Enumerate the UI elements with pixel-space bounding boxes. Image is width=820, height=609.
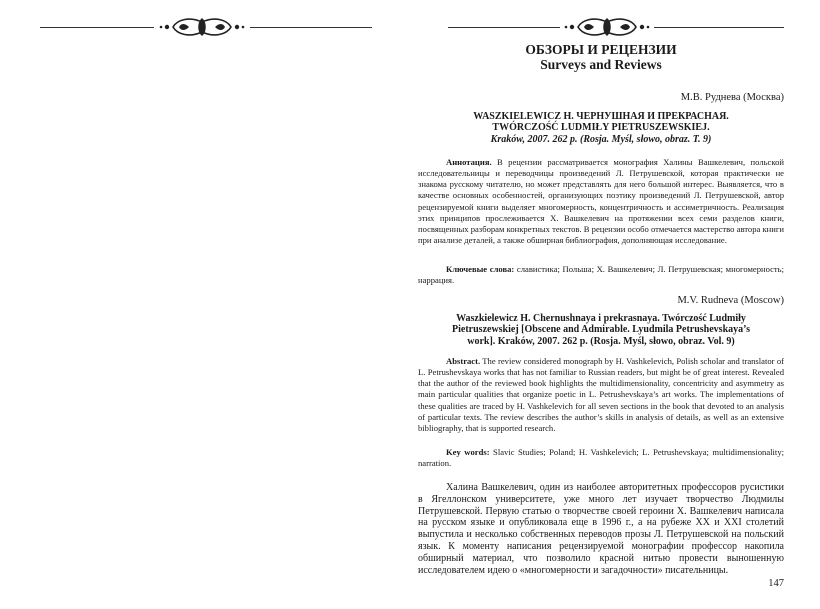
title-ru-line2: TWÓRCZOŚĆ LUDMIŁY PIETRUSZEWSKIEJ. xyxy=(492,122,710,134)
left-page xyxy=(0,0,408,609)
abstract-en xyxy=(418,356,784,434)
keywords-en xyxy=(418,447,784,469)
header-rule-left xyxy=(448,27,560,28)
article-title-en xyxy=(418,313,784,347)
keywords-ru xyxy=(418,264,784,286)
abstract-ru-label: Аннотация. xyxy=(446,157,492,167)
keywords-en-text: Slavic Studies; Poland; H. Vashkelevich; L. Petrushevskaya; multidimensionality; narration. xyxy=(418,447,785,469)
section-title-en: Surveys and Reviews xyxy=(540,57,662,72)
header-rule-right xyxy=(654,27,784,28)
abstract-ru xyxy=(418,157,784,246)
article-title-ru xyxy=(418,111,784,145)
abstract-en-text: The review considered monograph by H. Vashkelevich, Polish scholar and translator of L. Petrushevskaya works that has not familiar to Russian readers, but might be of great interest. Revealed that the author of the reviewed book highlights the multidimensionality, concentricity and asymmetry as main particular qualities that organize poetic in L. Petrushevskaya’s art works. The implementations of these qualities are traced by H. Vashkelevich for all seven sections in the book that devoted to an analysis of particular texts. The review describes the author’s skills in analysis of details, as well as an extensive bibliography, that is supported research. xyxy=(418,356,784,433)
title-en-line2: Pietruszewskiej [Obscene and Admirable. Lyudmila Petrushevskaya’s xyxy=(452,324,750,336)
section-title xyxy=(418,42,784,72)
section-title-ru: ОБЗОРЫ И РЕЦЕНЗИИ xyxy=(525,42,677,57)
author-en: M.V. Rudneva (Moscow) xyxy=(677,295,784,306)
title-en-line1: Waszkielewicz H. Chernushnaya i prekrasnaya. Twórczość Ludmiły xyxy=(456,313,746,324)
keywords-ru-label: Ключевые слова: xyxy=(446,264,515,274)
keywords-en-label: Key words: xyxy=(446,447,490,457)
abstract-en-label: Abstract. xyxy=(446,356,481,366)
ornament-icon xyxy=(157,16,247,38)
header-rule-right xyxy=(250,27,372,28)
title-en-line3: work]. Kraków, 2007. 262 p. (Rosja. Myśl, słowo, obraz. Vol. 9) xyxy=(467,335,735,347)
title-ru-line1: WASZKIELEWICZ H. ЧЕРНУШНАЯ И ПРЕКРАСНАЯ. xyxy=(473,111,729,122)
ornament-icon xyxy=(562,16,652,38)
keywords-ru-text: славистика; Польша; Х. Вашкелевич; Л. Петрушевская; многомерность; наррация. xyxy=(418,264,784,286)
title-ru-line3: Kraków, 2007. 262 p. (Rosja. Myśl, słowo, obraz. T. 9) xyxy=(490,133,712,145)
page-number: 147 xyxy=(768,578,784,589)
body-paragraph: Халина Вашкелевич, один из наиболее авторитетных профессоров русистики в Ягеллонском университете, уже много лет изучает творчество Людмилы Петрушевской. Первую статью о творчестве своей героини Х. Вашкелевич написала на русском языке и опубликовала еще в 1996 г., а на рубеже ХХ и ХХI столетий выпустила и несколько собственных переводов прозы Л. Петрушевской на польский язык. К моменту написания рецензируемой монографии профессор накопила обширный материал, что позволило красной нитью провести выношенную исследователем идею о «многомерности и загадочности» писательницы. xyxy=(418,482,784,576)
abstract-ru-text: В рецензии рассматривается монография Халины Вашкелевич, польской исследовательницы и переводчицы произведений Л. Петрушевской, которая практически не знакома русскому читателю, но может представлять для него большой интерес. Выявляется, что в качестве основных особенностей, организующих поэтику произведений Л. Петрушевской, автор рецензируемой книги выделяет многомерность, концентричность и ассиметричность. Реализация этих принципов прослеживается Х. Вашкелевич на протяжении всех семи разделов книги, посвященных разборам конкретных текстов. В рецензии особо отмечается мастерство автора книги при анализе деталей, а также обширная библиография, дополняющая исследование. xyxy=(418,157,784,246)
author-ru: М.В. Руднева (Москва) xyxy=(680,92,784,103)
header-rule-left xyxy=(40,27,154,28)
